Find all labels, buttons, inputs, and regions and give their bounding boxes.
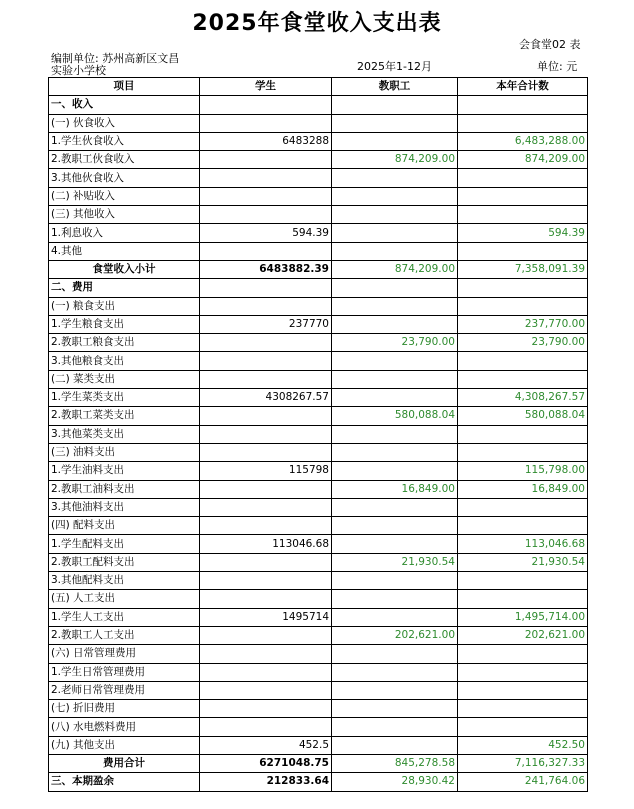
cell-student: [200, 187, 332, 205]
cell-total: [458, 352, 588, 370]
cell-total: [458, 645, 588, 663]
cell-item: (五) 人工支出: [49, 590, 200, 608]
cell-total: 21,930.54: [458, 553, 588, 571]
col-header-student: 学生: [200, 78, 332, 96]
cell-staff: [332, 279, 458, 297]
cell-total: [458, 718, 588, 736]
cell-item: 3.其他伙食收入: [49, 169, 200, 187]
table-row: [49, 224, 588, 242]
cell-student: [200, 572, 332, 590]
table-row: [49, 407, 588, 425]
cell-staff: 874,209.00: [332, 151, 458, 169]
cell-item: 一、收入: [49, 96, 200, 114]
cell-staff: [332, 169, 458, 187]
cell-item: (九) 其他支出: [49, 736, 200, 754]
cell-item: (四) 配料支出: [49, 517, 200, 535]
table-row: [49, 681, 588, 699]
cell-student: [200, 206, 332, 224]
cell-student: [200, 370, 332, 388]
cell-staff: [332, 443, 458, 461]
form-code: 会食堂02 表: [519, 38, 581, 51]
cell-total: [458, 169, 588, 187]
table-row: [49, 700, 588, 718]
cell-item: 2.老师日常管理费用: [49, 681, 200, 699]
table-row: [49, 334, 588, 352]
table-row: [49, 498, 588, 516]
report-title: 2025年食堂收入支出表: [192, 11, 442, 36]
cell-total: [458, 425, 588, 443]
table-row: [49, 114, 588, 132]
cell-total: [458, 572, 588, 590]
table-row: [49, 718, 588, 736]
cell-item: 1.学生日常管理费用: [49, 663, 200, 681]
cell-total: 874,209.00: [458, 151, 588, 169]
cell-item: 2.教职工伙食收入: [49, 151, 200, 169]
cell-staff: [332, 425, 458, 443]
table-row: [49, 736, 588, 754]
cell-student: [200, 553, 332, 571]
cell-total: [458, 590, 588, 608]
cell-student: [200, 279, 332, 297]
cell-item: 费用合计: [49, 754, 200, 772]
table-row: [49, 132, 588, 150]
cell-item: 1.学生菜类支出: [49, 389, 200, 407]
cell-total: 7,116,327.33: [458, 754, 588, 772]
cell-student: [200, 352, 332, 370]
table-row: [49, 663, 588, 681]
cell-student: 1495714: [200, 608, 332, 626]
cell-student: [200, 645, 332, 663]
table-row: [49, 352, 588, 370]
table-row: [49, 425, 588, 443]
cell-item: (一) 粮食支出: [49, 297, 200, 315]
cell-student: [200, 297, 332, 315]
cell-staff: [332, 224, 458, 242]
cell-student: [200, 114, 332, 132]
cell-item: 2.教职工油料支出: [49, 480, 200, 498]
cell-item: (七) 折旧费用: [49, 700, 200, 718]
cell-student: [200, 151, 332, 169]
cell-student: [200, 517, 332, 535]
cell-student: [200, 443, 332, 461]
cell-total: [458, 700, 588, 718]
cell-staff: [332, 242, 458, 260]
cell-total: 7,358,091.39: [458, 260, 588, 278]
cell-staff: [332, 535, 458, 553]
cell-item: 三、本期盈余: [49, 773, 200, 791]
table-row: [49, 553, 588, 571]
cell-staff: [332, 206, 458, 224]
cell-staff: [332, 187, 458, 205]
cell-total: 237,770.00: [458, 315, 588, 333]
cell-item: 二、费用: [49, 279, 200, 297]
cell-item: 2.教职工人工支出: [49, 626, 200, 644]
cell-student: 6483882.39: [200, 260, 332, 278]
cell-staff: [332, 114, 458, 132]
table-row: [49, 297, 588, 315]
table-row: [49, 645, 588, 663]
cell-item: (二) 补贴收入: [49, 187, 200, 205]
table-row: [49, 480, 588, 498]
cell-staff: [332, 462, 458, 480]
cell-student: 594.39: [200, 224, 332, 242]
cell-item: 1.学生油料支出: [49, 462, 200, 480]
table-row: [49, 242, 588, 260]
cell-item: 2.教职工配料支出: [49, 553, 200, 571]
cell-staff: [332, 645, 458, 663]
cell-item: 1.学生配料支出: [49, 535, 200, 553]
cell-total: 6,483,288.00: [458, 132, 588, 150]
cell-staff: [332, 663, 458, 681]
cell-staff: 23,790.00: [332, 334, 458, 352]
currency-unit: 单位: 元: [537, 60, 578, 73]
cell-student: [200, 626, 332, 644]
table-row: [49, 169, 588, 187]
cell-total: [458, 297, 588, 315]
cell-staff: 580,088.04: [332, 407, 458, 425]
compiling-unit: 编制单位: 苏州高新区文昌: [51, 52, 180, 65]
cell-total: [458, 279, 588, 297]
cell-total: [458, 187, 588, 205]
cell-item: (三) 其他收入: [49, 206, 200, 224]
compiling-unit-cont: 实验小学校: [51, 64, 106, 77]
cell-staff: 28,930.42: [332, 773, 458, 791]
cell-total: 594.39: [458, 224, 588, 242]
cell-total: 115,798.00: [458, 462, 588, 480]
cell-staff: [332, 681, 458, 699]
cell-item: 3.其他菜类支出: [49, 425, 200, 443]
cell-student: 212833.64: [200, 773, 332, 791]
cell-total: 16,849.00: [458, 480, 588, 498]
cell-student: [200, 681, 332, 699]
cell-staff: [332, 352, 458, 370]
cell-total: 202,621.00: [458, 626, 588, 644]
cell-staff: 21,930.54: [332, 553, 458, 571]
cell-staff: [332, 132, 458, 150]
cell-student: 452.5: [200, 736, 332, 754]
cell-staff: [332, 590, 458, 608]
table-row: [49, 517, 588, 535]
table-row: [49, 754, 588, 772]
cell-student: [200, 718, 332, 736]
cell-item: 3.其他粮食支出: [49, 352, 200, 370]
table-row: [49, 389, 588, 407]
cell-staff: [332, 370, 458, 388]
cell-item: (六) 日常管理费用: [49, 645, 200, 663]
table-row: [49, 590, 588, 608]
cell-total: [458, 96, 588, 114]
cell-student: 115798: [200, 462, 332, 480]
cell-total: 1,495,714.00: [458, 608, 588, 626]
cell-staff: [332, 736, 458, 754]
cell-staff: 16,849.00: [332, 480, 458, 498]
cell-total: 4,308,267.57: [458, 389, 588, 407]
cell-staff: 845,278.58: [332, 754, 458, 772]
cell-student: 237770: [200, 315, 332, 333]
cell-total: [458, 663, 588, 681]
cell-total: 452.50: [458, 736, 588, 754]
table-row: [49, 608, 588, 626]
cell-item: 1.学生人工支出: [49, 608, 200, 626]
table-row: [49, 206, 588, 224]
cell-staff: [332, 572, 458, 590]
cell-item: 1.学生伙食收入: [49, 132, 200, 150]
table-row: [49, 443, 588, 461]
cell-item: (二) 菜类支出: [49, 370, 200, 388]
cell-student: [200, 590, 332, 608]
cell-total: 580,088.04: [458, 407, 588, 425]
cell-total: [458, 242, 588, 260]
cell-total: 113,046.68: [458, 535, 588, 553]
cell-student: [200, 663, 332, 681]
table-row: [49, 187, 588, 205]
cell-staff: [332, 96, 458, 114]
cell-student: [200, 96, 332, 114]
table-row: [49, 370, 588, 388]
cell-item: 3.其他油料支出: [49, 498, 200, 516]
cell-total: [458, 498, 588, 516]
cell-student: [200, 700, 332, 718]
cell-total: [458, 206, 588, 224]
cell-item: (一) 伙食收入: [49, 114, 200, 132]
col-header-item: 项目: [49, 78, 200, 96]
cell-item: 2.教职工粮食支出: [49, 334, 200, 352]
cell-total: [458, 443, 588, 461]
table-row: [49, 315, 588, 333]
cell-staff: [332, 700, 458, 718]
cell-item: 2.教职工菜类支出: [49, 407, 200, 425]
col-header-total: 本年合计数: [458, 78, 588, 96]
table-row: [49, 151, 588, 169]
cell-total: 23,790.00: [458, 334, 588, 352]
table-row: [49, 626, 588, 644]
cell-item: (三) 油料支出: [49, 443, 200, 461]
cell-staff: [332, 608, 458, 626]
table-row: [49, 260, 588, 278]
cell-student: [200, 425, 332, 443]
cell-item: 食堂收入小计: [49, 260, 200, 278]
cell-student: [200, 407, 332, 425]
cell-student: [200, 169, 332, 187]
cell-item: 1.利息收入: [49, 224, 200, 242]
cell-total: [458, 681, 588, 699]
cell-student: [200, 334, 332, 352]
cell-item: (八) 水电燃料费用: [49, 718, 200, 736]
cell-student: [200, 242, 332, 260]
cell-item: 1.学生粮食支出: [49, 315, 200, 333]
cell-student: 6271048.75: [200, 754, 332, 772]
table-row: [49, 572, 588, 590]
cell-staff: [332, 315, 458, 333]
report-period: 2025年1-12月: [357, 60, 432, 73]
cell-total: 241,764.06: [458, 773, 588, 791]
cell-staff: [332, 389, 458, 407]
cell-student: 113046.68: [200, 535, 332, 553]
cell-student: [200, 480, 332, 498]
table-row: [49, 462, 588, 480]
cell-staff: [332, 498, 458, 516]
cell-staff: [332, 517, 458, 535]
cell-item: 3.其他配料支出: [49, 572, 200, 590]
cell-staff: 874,209.00: [332, 260, 458, 278]
table-body: [49, 96, 588, 791]
table-row: [49, 535, 588, 553]
cell-total: [458, 517, 588, 535]
table-row: [49, 773, 588, 791]
cell-student: 4308267.57: [200, 389, 332, 407]
table-row: [49, 279, 588, 297]
cell-total: [458, 114, 588, 132]
cell-staff: [332, 297, 458, 315]
cell-staff: [332, 718, 458, 736]
cell-item: 4.其他: [49, 242, 200, 260]
cell-student: [200, 498, 332, 516]
income-expense-table: [48, 77, 588, 792]
cell-staff: 202,621.00: [332, 626, 458, 644]
table-row: [49, 96, 588, 114]
col-header-staff: 教职工: [332, 78, 458, 96]
table-header-row: [49, 78, 588, 96]
cell-student: 6483288: [200, 132, 332, 150]
cell-total: [458, 370, 588, 388]
